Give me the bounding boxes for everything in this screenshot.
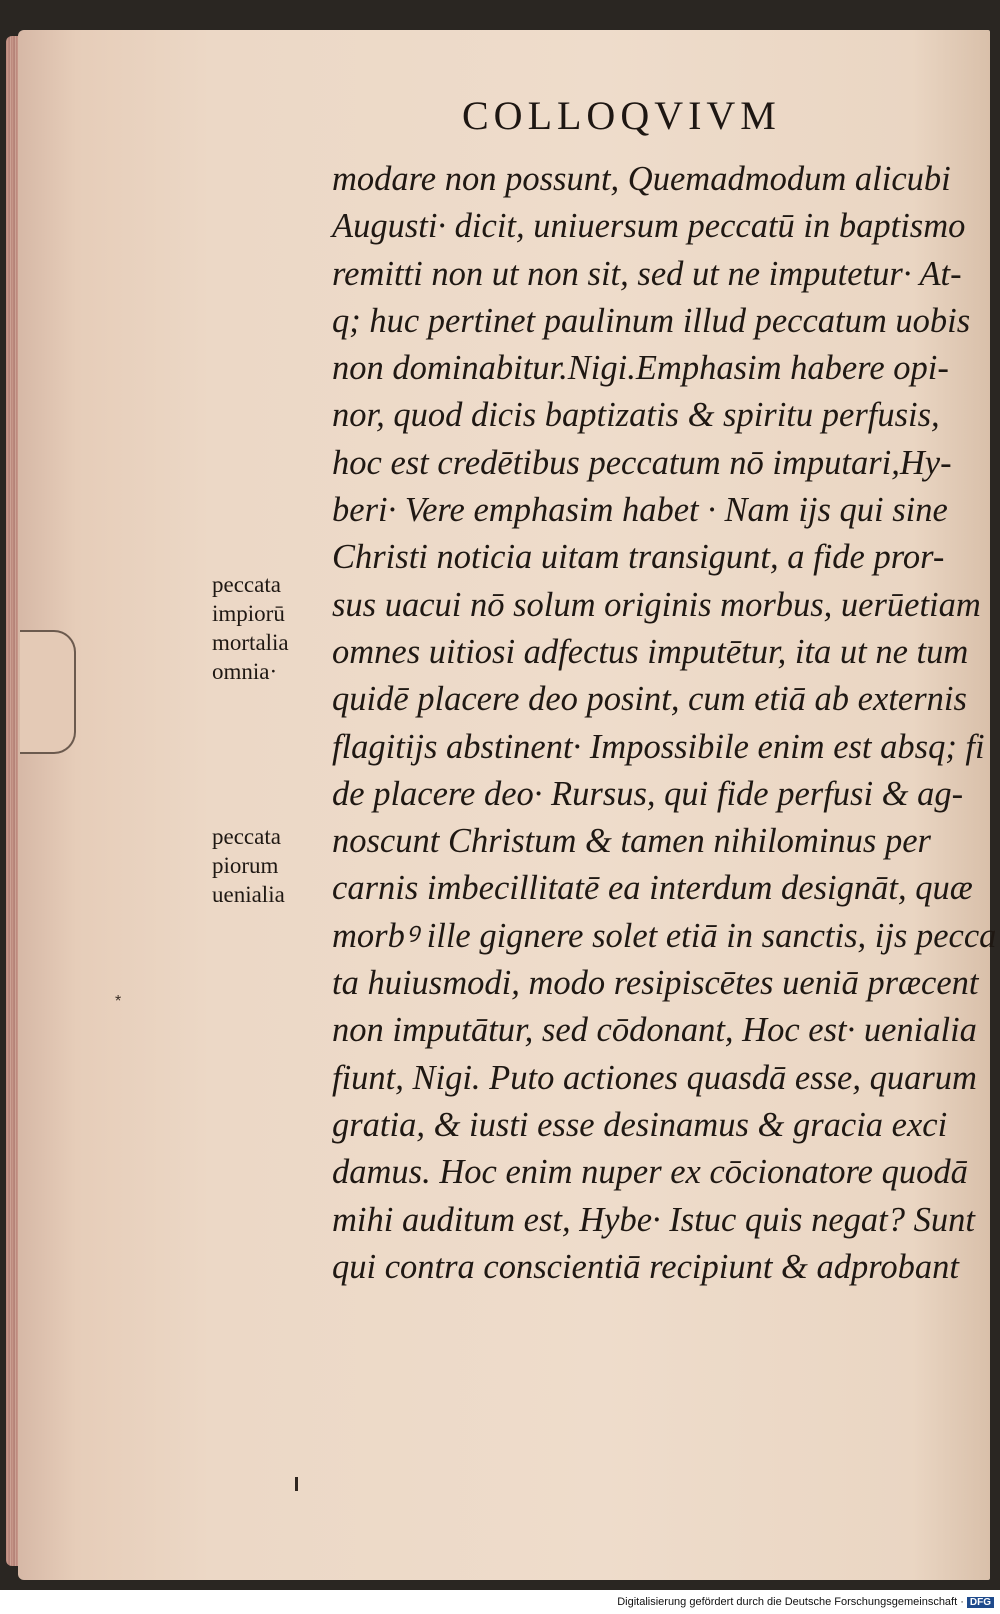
text-line: non dominabitur.Nigi.Emphasim habere opi- xyxy=(332,349,949,388)
text-line: mihi auditum est, Hybe· Istuc quis negat? Sunt xyxy=(332,1200,975,1239)
text-line: Christi noticia uitam transigunt, a fide pror- xyxy=(332,538,945,577)
text-line: damus. Hoc enim nuper ex cōcionatore quodā xyxy=(332,1153,968,1192)
ink-tick xyxy=(295,1477,298,1491)
credit-text: Digitalisierung gefördert durch die Deutsche Forschungsgemeinschaft · xyxy=(617,1596,964,1608)
marginal-note-line: peccata xyxy=(212,572,281,597)
body-text xyxy=(332,156,997,1291)
text-line: ta huiusmodi, modo resipiscētes ueniā præcent xyxy=(332,964,979,1003)
text-line: omnes uitiosi adfectus imputētur, ita ut ne tum xyxy=(332,632,969,671)
text-line: gratia, & iusti esse desinamus & gracia exci xyxy=(332,1105,948,1144)
text-line: morbꝰ ille gignere solet etiā in sanctis, ijs pecca xyxy=(332,916,997,955)
bookmark-tab xyxy=(20,630,76,754)
marginal-note-line: omnia· xyxy=(212,659,278,684)
marginal-note-line: impiorū xyxy=(212,601,285,626)
dfg-logo: DFG xyxy=(967,1597,994,1608)
text-line: Augusti· dicit, uniuersum peccatū in baptismo xyxy=(332,207,966,246)
marginal-note-mortalia xyxy=(212,570,332,686)
marginal-note-line: piorum xyxy=(212,853,279,878)
text-line: beri· Vere emphasim habet · Nam ijs qui sine xyxy=(332,491,948,530)
text-line: sus uacui nō solum originis morbus, uerūetiam xyxy=(332,585,981,624)
text-line: de placere deo· Rursus, qui fide perfusi & ag- xyxy=(332,774,964,813)
text-line: quidē placere deo posint, cum etiā ab externis xyxy=(332,680,967,719)
text-line: carnis imbecillitatē ea interdum designāt, quæ xyxy=(332,869,973,908)
digitization-credit xyxy=(617,1596,994,1608)
running-head: COLLOQVIVM xyxy=(462,93,781,138)
text-line: q; huc pertinet paulinum illud peccatum uobis xyxy=(332,301,971,340)
text-line: remitti non ut non sit, sed ut ne imputetur· At- xyxy=(332,254,962,293)
text-line: noscunt Christum & tamen nihilominus per xyxy=(332,822,931,861)
text-line: flagitijs abstinent· Impossibile enim est absq; fi xyxy=(332,727,985,766)
text-line: nor, quod dicis baptizatis & spiritu perfusis, xyxy=(332,396,940,435)
text-line: hoc est credētibus peccatum nō imputari,Hy- xyxy=(332,443,952,482)
text-line: qui contra conscientiā recipiunt & adprobant xyxy=(332,1247,959,1286)
marginal-note-uenialia xyxy=(212,822,332,909)
text-line: modare non possunt, Quemadmodum alicubi xyxy=(332,160,951,198)
marginal-note-line: peccata xyxy=(212,824,281,849)
text-line: non imputātur, sed cōdonant, Hoc est· uenialia xyxy=(332,1011,977,1050)
text-line: fiunt, Nigi. Puto actiones quasdā esse, quarum xyxy=(332,1058,977,1097)
margin-mark: * xyxy=(115,993,122,1010)
marginal-note-line: uenialia xyxy=(212,882,285,907)
marginal-note-line: mortalia xyxy=(212,630,289,655)
